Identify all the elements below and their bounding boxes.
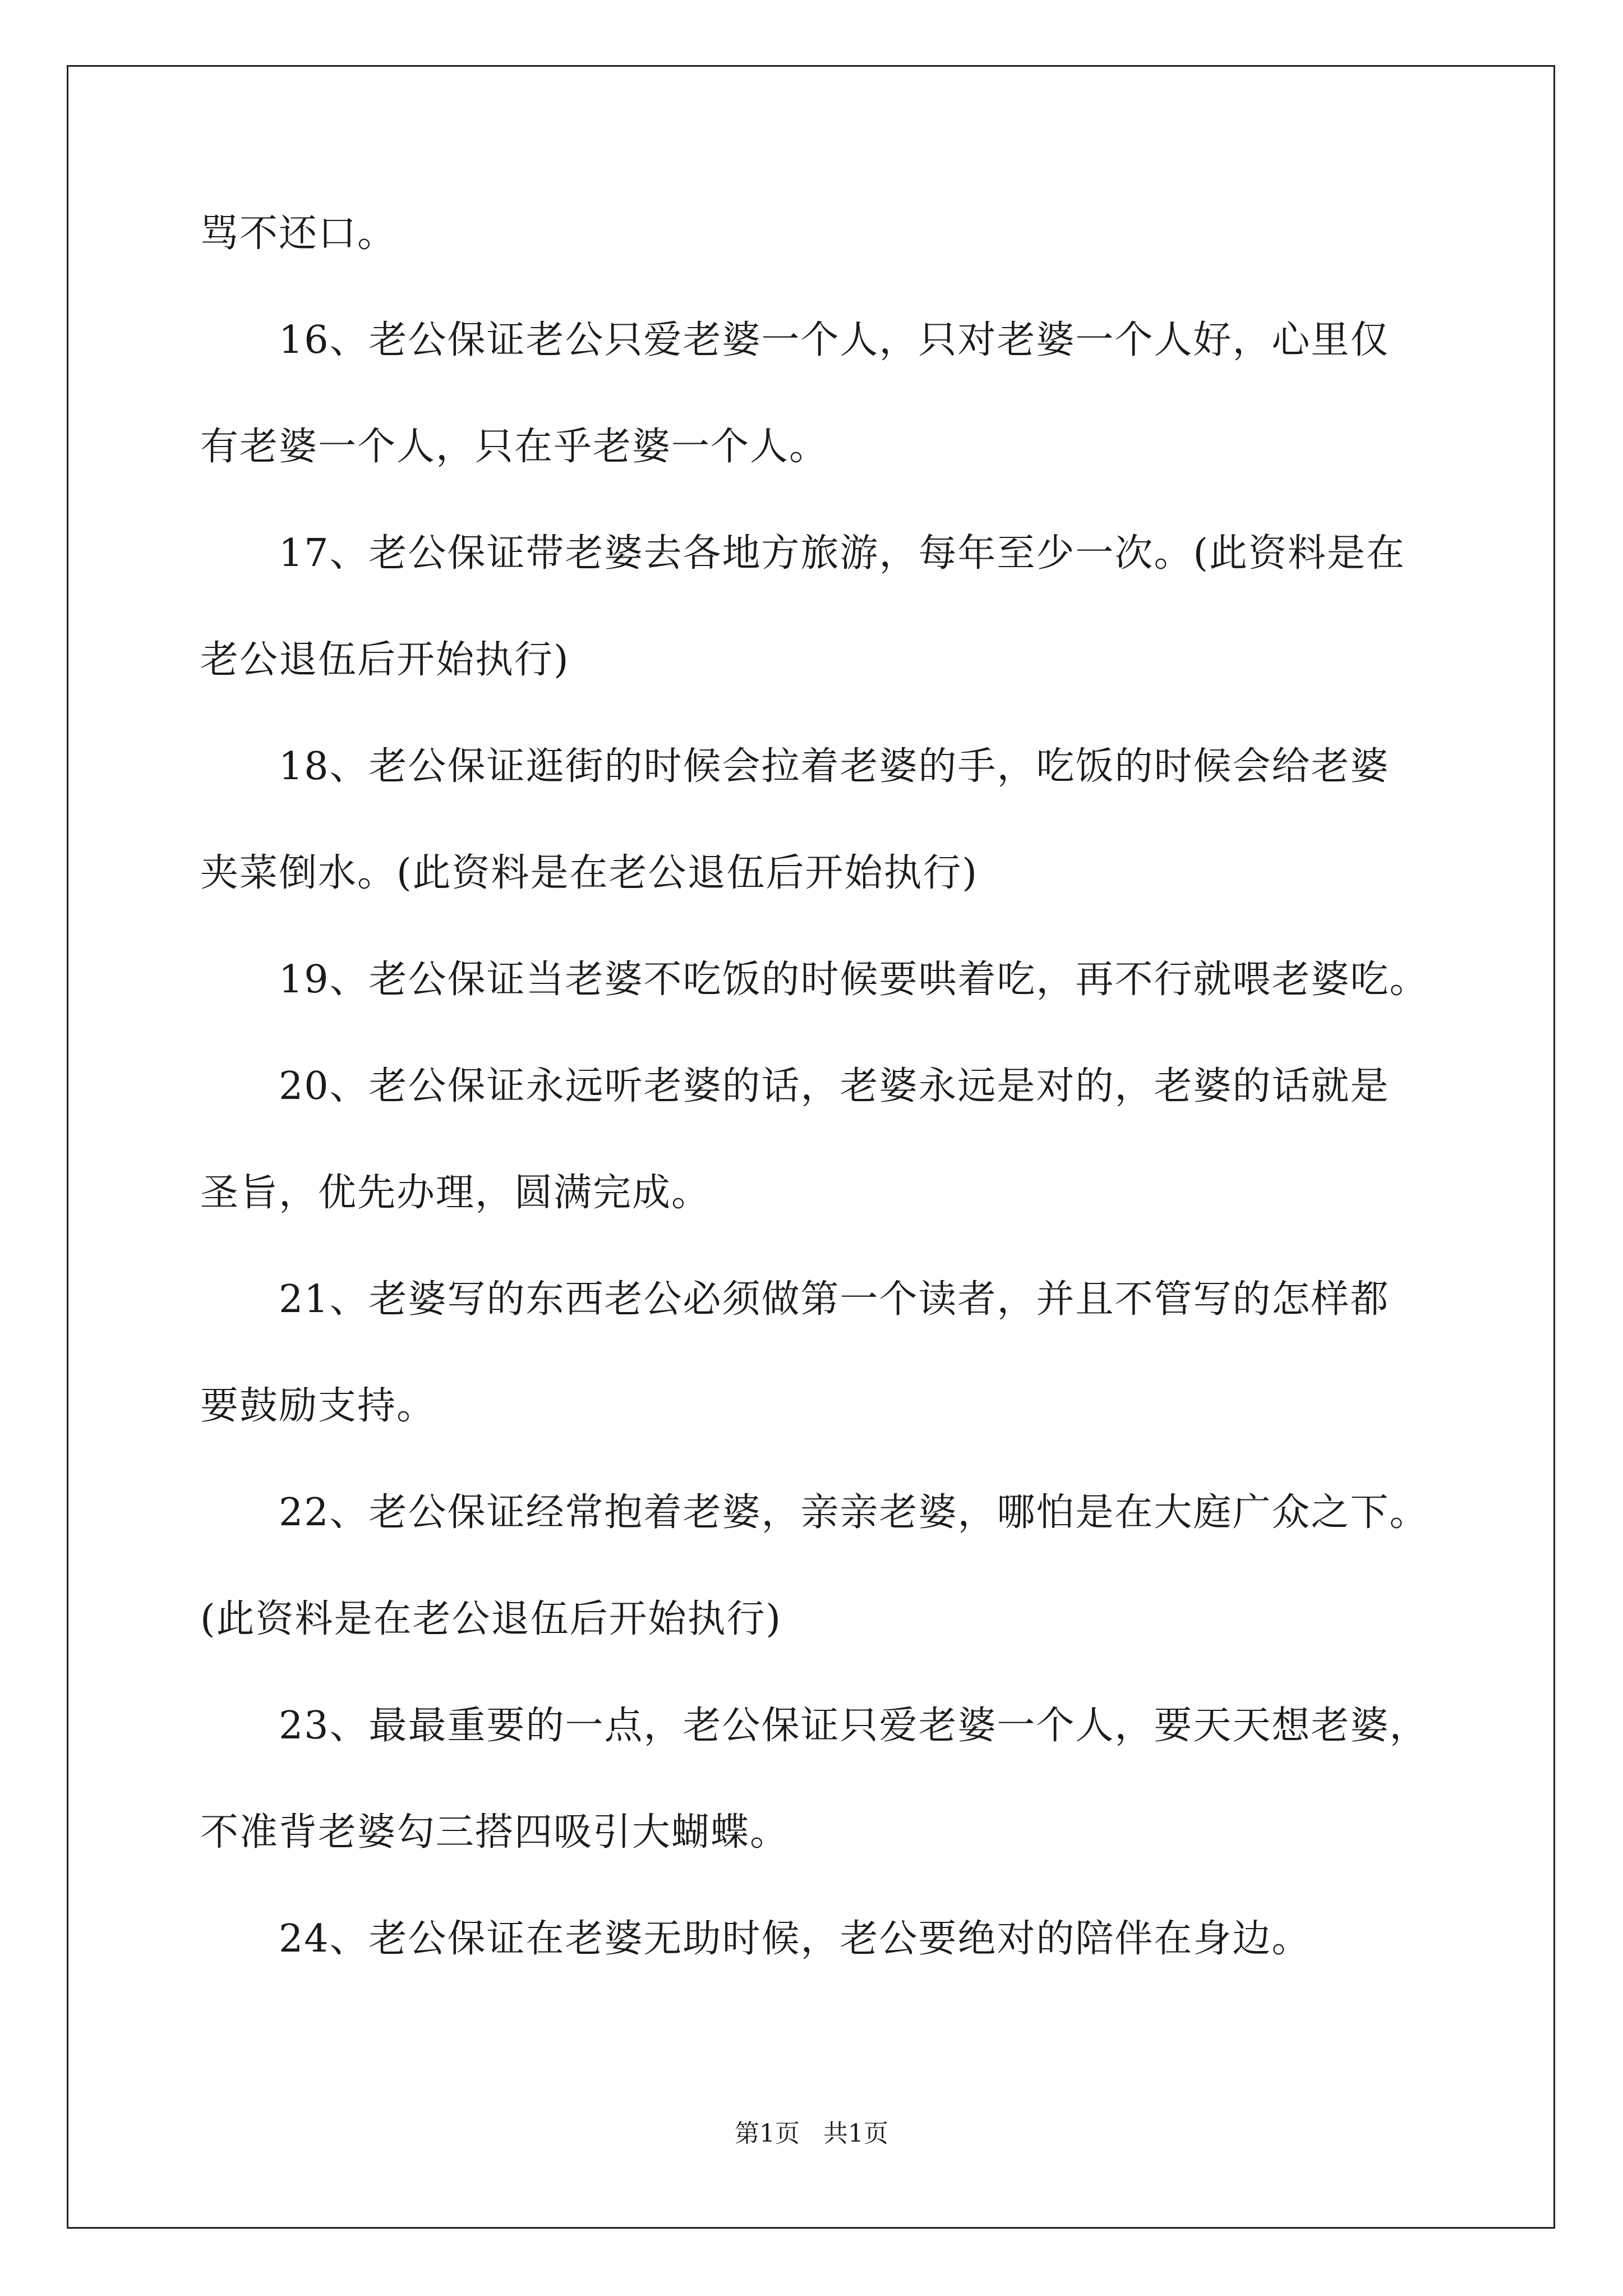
page-number: 第1页 — [735, 2119, 800, 2148]
text-line: 夹菜倒水。(此资料是在老公退伍后开始执行) — [200, 851, 979, 895]
text-line: 20、老公保证永远听老婆的话，老婆永远是对的，老婆的话就是 — [279, 1064, 1390, 1108]
text-line: 22、老公保证经常抱着老婆，亲亲老婆，哪怕是在大庭广众之下。 — [279, 1490, 1429, 1535]
text-line: 19、老公保证当老婆不吃饭的时候要哄着吃，再不行就喂老婆吃。 — [279, 958, 1429, 1002]
page-footer — [0, 2113, 1623, 2149]
text-line: 18、老公保证逛街的时候会拉着老婆的手，吃饭的时候会给老婆 — [279, 744, 1390, 789]
text-line: 有老婆一个人，只在乎老婆一个人。 — [200, 425, 829, 469]
text-line: 圣旨，优先办理，圆满完成。 — [200, 1171, 711, 1215]
text-line: 16、老公保证老公只爱老婆一个人，只对老婆一个人好，心里仅 — [279, 318, 1390, 362]
text-line: 24、老公保证在老婆无助时候，老公要绝对的陪伴在身边。 — [279, 1917, 1311, 1961]
text-line: 21、老婆写的东西老公必须做第一个读者，并且不管写的怎样都 — [279, 1277, 1390, 1322]
page-total: 共1页 — [823, 2119, 888, 2148]
text-line: 不准背老婆勾三搭四吸引大蝴蝶。 — [200, 1810, 790, 1855]
page-border — [67, 65, 1555, 2229]
text-line: 23、最最重要的一点，老公保证只爱老婆一个人，要天天想老婆， — [279, 1704, 1429, 1748]
text-line: 17、老公保证带老婆去各地方旅游，每年至少一次。(此资料是在 — [279, 531, 1406, 576]
text-line: 骂不还口。 — [200, 211, 397, 256]
text-line: 要鼓励支持。 — [200, 1384, 436, 1428]
text-line: 老公退伍后开始执行) — [200, 638, 570, 682]
text-line: (此资料是在老公退伍后开始执行) — [200, 1597, 782, 1641]
